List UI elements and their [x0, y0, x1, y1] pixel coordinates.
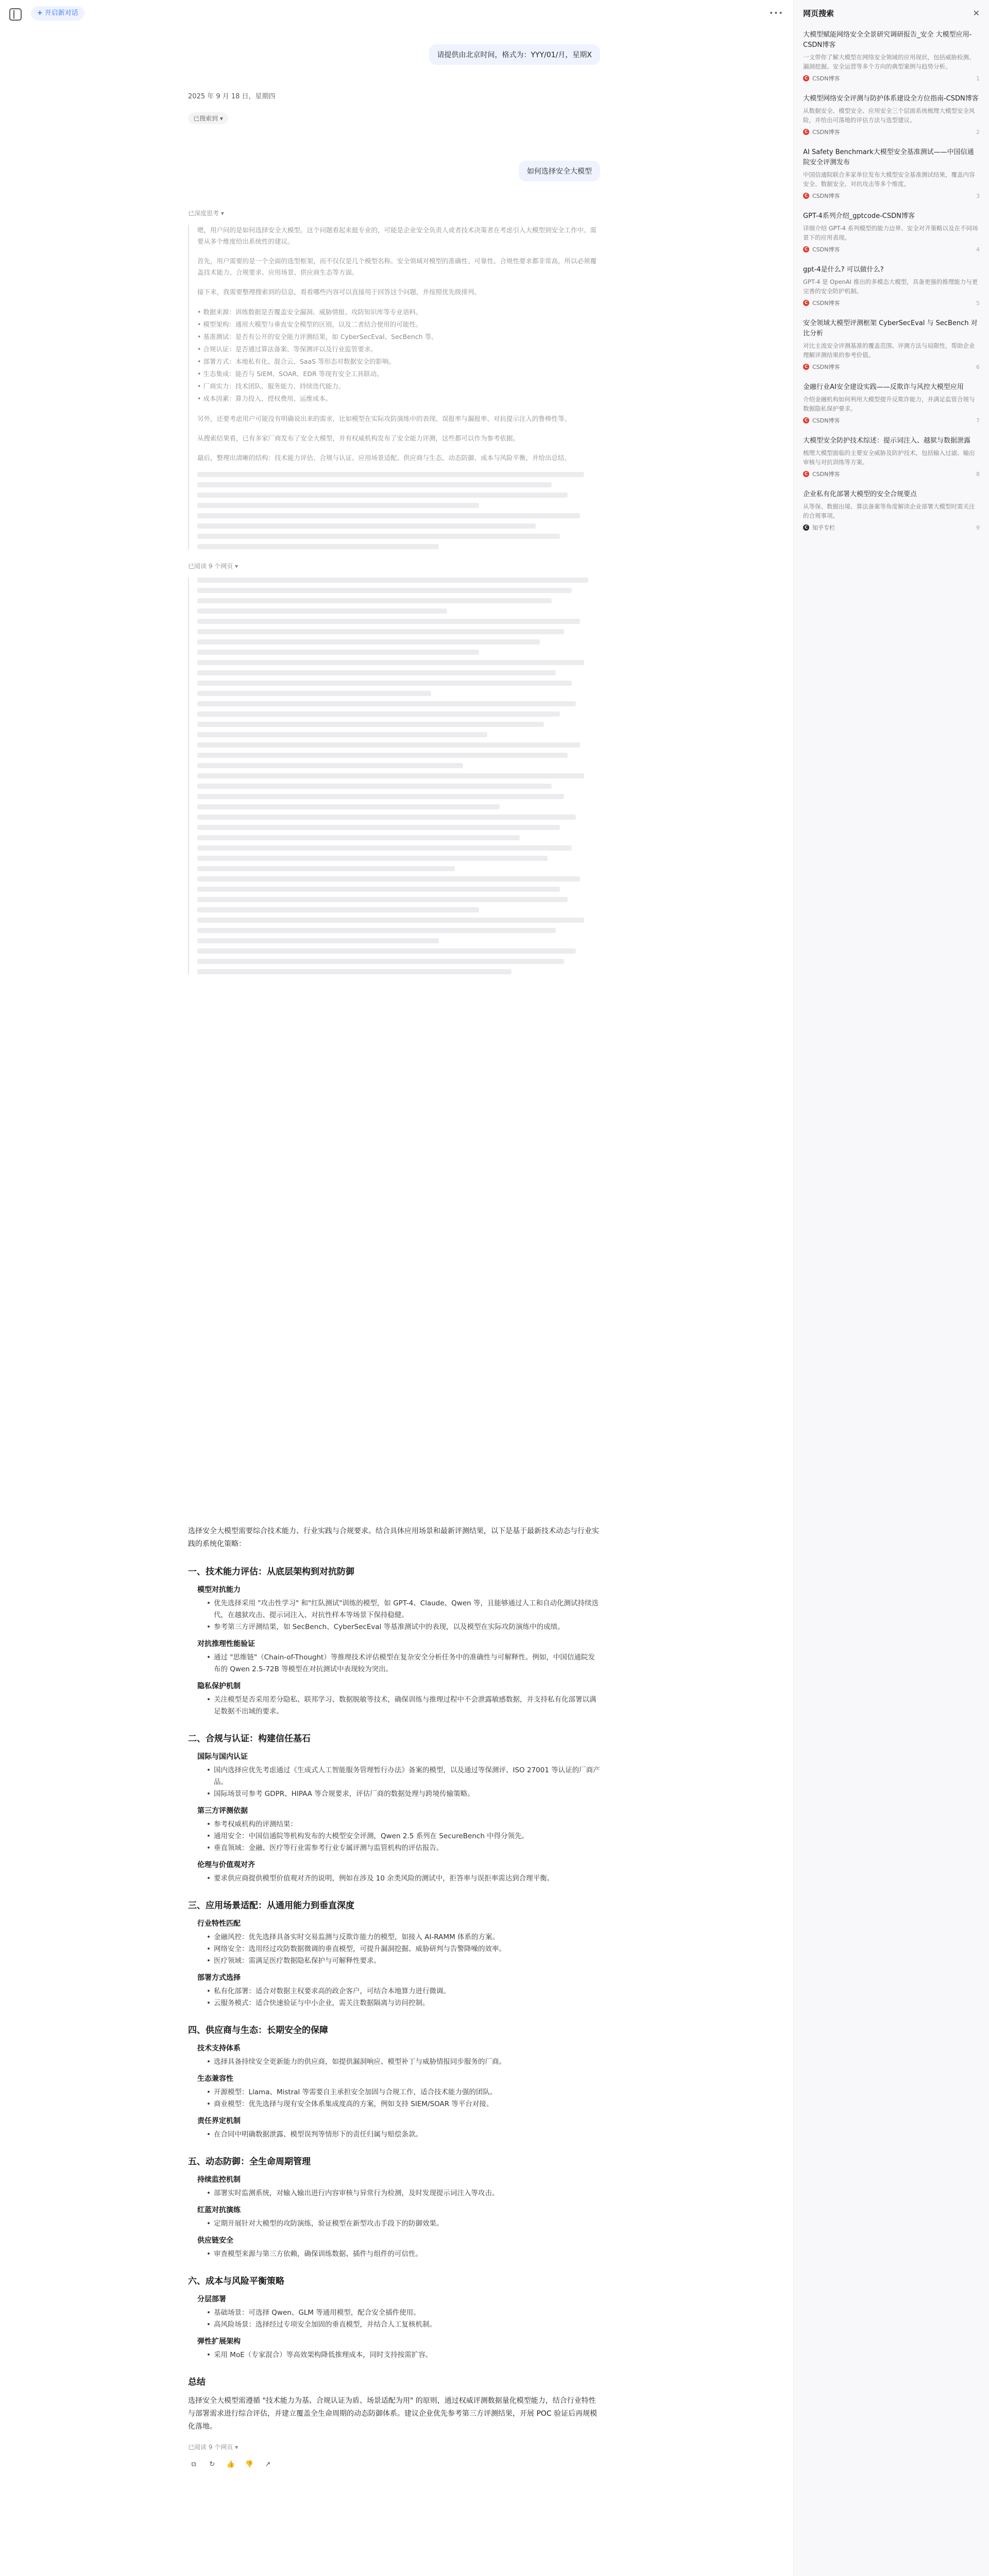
results-list — [794, 26, 989, 539]
source-logo-icon: C — [803, 300, 809, 306]
subsection-heading: 持续监控机制 — [197, 2176, 241, 2184]
answer-bullet: • 审查模型来源与第三方依赖，确保训练数据、插件与组件的可信性。 — [207, 2248, 600, 2260]
date-answer: 2025 年 9 月 18 日，星期四 — [188, 93, 276, 100]
copy-icon[interactable]: ⧉ — [191, 2460, 196, 2468]
subsection-heading: 红蓝对抗演练 — [197, 2206, 241, 2214]
search-result[interactable] — [794, 314, 989, 378]
thinking-list-item: • 模型架构：通用大模型与垂直安全模型的区别，以及二者结合使用的可能性。 — [197, 318, 600, 331]
answer-bullet: • 医疗领域：需满足医疗数据隐私保护与可解释性要求。 — [207, 1955, 600, 1967]
result-source — [803, 192, 980, 200]
section-heading: 五、动态防御：全生命周期管理 — [188, 2157, 311, 2167]
source-logo-icon: C — [803, 193, 809, 199]
result-snippet: 从数据安全、模型安全、应用安全三个层面系统梳理大模型安全风险，并给出可落地的评估方法与选型建议。 — [803, 107, 975, 124]
thinking-list-item: • 生态集成：能否与 SIEM、SOAR、EDR 等现有安全工具联动。 — [197, 368, 600, 380]
answer-bullet: • 私有化部署：适合对数据主权要求高的政企客户，可结合本地算力进行微调。 — [207, 1986, 600, 1997]
result-index: 1 — [976, 75, 980, 82]
result-title[interactable]: GPT-4系列介绍_gptcode-CSDN博客 — [803, 212, 915, 220]
search-result[interactable] — [794, 90, 989, 143]
answer-bullet: • 通过 "思维链"（Chain-of-Thought）等推理技术评估模型在复杂安全分析任务中的准确性与可解释性。例如，中国信通院发布的 Qwen 2.5-72B 等模型在对抗测试中表现较为突出。 — [207, 1652, 600, 1675]
result-source-name: CSDN博客 — [812, 300, 840, 307]
result-source — [803, 470, 980, 478]
thinking-placeholder-lines — [197, 472, 600, 549]
close-icon[interactable]: ✕ — [973, 8, 980, 18]
subsection-heading: 责任界定机制 — [197, 2117, 241, 2125]
answer-bullet: • 参考权威机构的评测结果： — [207, 1819, 600, 1831]
subsection-heading: 行业特性匹配 — [197, 1920, 241, 1928]
answer-bullet: • 商业模型：优先选择与现有安全体系集成度高的方案，例如支持 SIEM/SOAR 等平台对接。 — [207, 2098, 600, 2110]
subsection-heading: 国际与国内认证 — [197, 1753, 248, 1761]
source-logo-icon: C — [803, 129, 809, 135]
result-snippet: 一文带你了解大模型在网络安全领域的应用现状，包括威胁检测、漏洞挖掘、安全运营等多个方向的典型案例与趋势分析。 — [803, 54, 975, 70]
result-index: 7 — [976, 417, 980, 424]
thinking-list-item: • 成本因素：算力投入、授权费用、运维成本。 — [197, 393, 600, 405]
summary-text: 选择安全大模型需遵循 "技术能力为基、合规认证为盾、场景适配为用" 的原则，通过权威评测数据量化模型能力，结合行业特性与部署需求进行综合评估，并建立覆盖全生命周期的动态防御体系。建议企业优先参考第三方评测结果，开展 POC 验证后再规模化落地。 — [188, 2397, 598, 2431]
result-index: 3 — [976, 192, 980, 199]
result-title[interactable]: 大模型安全防护技术综述：提示词注入、越狱与数据泄露 — [803, 437, 971, 445]
answer-bullet: • 部署实时监测系统，对输入输出进行内容审核与异常行为检测，及时发现提示词注入等攻击。 — [207, 2188, 600, 2199]
thinking-list-item: • 基准测试：是否有公开的安全能力评测结果，如 CyberSecEval、SecBench 等。 — [197, 331, 600, 343]
result-source — [803, 299, 980, 307]
source-logo-icon: C — [803, 364, 809, 370]
plus-icon: + — [37, 9, 43, 17]
answer-source-toggle[interactable]: 已阅读 9 个网页 ▾ — [188, 2444, 238, 2451]
regenerate-icon[interactable]: ↻ — [209, 2460, 215, 2468]
subsection-heading: 分层部署 — [197, 2295, 226, 2303]
result-source-name: CSDN博客 — [812, 75, 840, 82]
answer-bullet: • 采用 MoE（专家混合）等高效架构降低推理成本，同时支持按需扩容。 — [207, 2349, 600, 2361]
result-source — [803, 363, 980, 371]
thinking-list — [197, 306, 600, 405]
source-logo-icon: C — [803, 417, 809, 423]
thinking-para: 首先，用户需要的是一个全面的选型框架，而不仅仅是几个模型名称。安全领域对模型的准确性、可靠性、合规性要求都非常高，所以必须覆盖技术能力、合规要求、应用场景、供应商生态等方面。 — [197, 257, 597, 276]
source-logo-icon: C — [803, 246, 809, 252]
result-title[interactable]: gpt-4是什么? 可以做什么? — [803, 266, 884, 274]
section-heading: 三、应用场景适配：从通用能力到垂直深度 — [188, 1901, 354, 1911]
answer-bullet: • 垂直领域：金融、医疗等行业需参考行业专属评测与监管机构的评估报告。 — [207, 1842, 600, 1854]
thinking-list-item: • 部署方式：本地私有化、混合云、SaaS 等形态对数据安全的影响。 — [197, 355, 600, 368]
thinking-para: 嗯，用户问的是如何选择安全大模型。这个问题看起来挺专业的，可能是企业安全负责人或者技术决策者在考虑引入大模型到安全工作中。需要从多个维度给出系统性的建议。 — [197, 226, 597, 245]
result-title[interactable]: AI Safety Benchmark大模型安全基准测试——中国信通院安全评测发布 — [803, 148, 974, 166]
result-snippet: GPT-4 是 OpenAI 推出的多模态大模型，具备更强的推理能力与更完善的安全防护机制。 — [803, 278, 978, 295]
subsection-heading: 技术支持体系 — [197, 2044, 241, 2053]
result-title[interactable]: 安全领域大模型评测框架 CyberSecEval 与 SecBench 对比分析 — [803, 319, 978, 337]
search-result[interactable] — [794, 432, 989, 485]
search-result[interactable] — [794, 143, 989, 207]
section-heading: 四、供应商与生态：长期安全的保障 — [188, 2025, 328, 2036]
more-options-icon[interactable]: ••• — [769, 9, 783, 18]
section-heading: 二、合规与认证：构建信任基石 — [188, 1734, 311, 1744]
result-source-name: CSDN博客 — [812, 246, 840, 253]
result-index: 4 — [976, 246, 980, 253]
result-source-name: CSDN博客 — [812, 364, 840, 370]
answer-section — [188, 1525, 600, 2470]
answer-bullet: • 开源模型：Llama、Mistral 等需要自主承担安全加固与合规工作，适合技术能力强的团队。 — [207, 2087, 600, 2098]
result-source — [803, 128, 980, 136]
source-logo-icon: C — [803, 471, 809, 477]
subsection-heading: 伦理与价值观对齐 — [197, 1861, 255, 1869]
result-snippet: 对比主流安全评测基准的覆盖范围、评测方法与局限性，帮助企业理解评测结果的参考价值。 — [803, 342, 975, 359]
thinking-list-item: • 合规认证：是否通过算法备案、等保测评以及行业监管要求。 — [197, 343, 600, 355]
answer-actions — [188, 2459, 600, 2470]
result-source — [803, 245, 980, 253]
result-index: 9 — [976, 524, 980, 531]
result-index: 6 — [976, 363, 980, 370]
panel-header — [794, 0, 989, 26]
subsection-heading: 弹性扩展架构 — [197, 2337, 241, 2346]
user-message-1: 请提供由北京时间，格式为：YYY/01/月，星期X — [429, 44, 601, 65]
thinking-content — [188, 225, 600, 549]
result-title[interactable]: 大模型赋能网络安全全景研究调研报告_安全 大模型应用-CSDN博客 — [803, 31, 972, 49]
answer-bullet: • 定期开展针对大模型的攻防演练，验证模型在新型攻击手段下的防御效果。 — [207, 2218, 600, 2230]
new-chat-label: 开启新对话 — [44, 9, 78, 17]
share-icon[interactable]: ↗ — [265, 2460, 271, 2468]
thinking-section — [188, 209, 600, 979]
thumbs-down-icon[interactable]: 👎 — [245, 2460, 254, 2468]
search-result[interactable] — [794, 378, 989, 432]
answer-intro: 选择安全大模型需要综合技术能力、行业实践与合规要求。结合具体应用场景和最新评测结果，以下是基于最新技术动态与行业实践的系统化策略： — [188, 1527, 599, 1548]
result-snippet: 中国信通院联合多家单位发布大模型安全基准测试结果，覆盖内容安全、数据安全、对抗攻击等多个维度。 — [803, 171, 975, 188]
thinking-list-item: • 厂商实力：技术团队、服务能力、持续迭代能力。 — [197, 380, 600, 393]
sub-thinking-content — [188, 578, 600, 974]
user-message-2: 如何选择安全大模型 — [519, 161, 600, 181]
answer-sections — [188, 1564, 600, 2361]
subsection-heading: 部署方式选择 — [197, 1974, 241, 1982]
result-source-name: CSDN博客 — [812, 417, 840, 424]
answer-bullet: • 选择具备持续安全更新能力的供应商，如提供漏洞响应、模型补丁与威胁情报同步服务的厂商。 — [207, 2056, 600, 2068]
answer-bullet: • 国内选择应优先考虑通过《生成式人工智能服务管理暂行办法》备案的模型，以及通过等保测评、ISO 27001 等认证的厂商产品。 — [207, 1765, 600, 1788]
subsection-heading: 模型对抗能力 — [197, 1586, 241, 1594]
result-source — [803, 416, 980, 425]
search-tag[interactable]: 已搜索到 ▾ — [188, 112, 228, 124]
panel-title: 网页搜索 — [803, 8, 834, 18]
section-heading: 一、技术能力评估：从底层架构到对抗防御 — [188, 1567, 354, 1577]
result-title[interactable]: 金融行业AI安全建设实践——反欺诈与风控大模型应用 — [803, 383, 964, 391]
answer-bullet: • 要求供应商提供模型价值观对齐的说明，例如在涉及 10 余类风险的测试中，拒答率与误拒率需达到合理平衡。 — [207, 1873, 600, 1885]
thumbs-up-icon[interactable]: 👍 — [226, 2460, 235, 2468]
answer-bullet: • 通用安全：中国信通院等机构发布的大模型安全评测，Qwen 2.5 系列在 SecureBench 中得分领先。 — [207, 1831, 600, 1842]
result-snippet: 梳理大模型面临的主要安全威胁及防护技术，包括输入过滤、输出审核与对抗训练等方案。 — [803, 449, 975, 466]
answer-bullet: • 金融风控：优先选择具备实时交易监测与反欺诈能力的模型，如接入 AI-RAMM 体系的方案。 — [207, 1931, 600, 1943]
result-snippet: 介绍金融机构如何利用大模型提升反欺诈能力，并满足监管合规与数据隐私保护要求。 — [803, 396, 975, 412]
answer-bullet: • 优先选择采用 "攻击性学习" 和"红队测试"训练的模型，如 GPT-4、Claude、Qwen 等，且能够通过人工和自动化测试持续迭代，在越狱攻击、提示词注入、对抗性样本等场景下保持稳健。 — [207, 1598, 600, 1621]
subsection-heading: 对抗推理性能验证 — [197, 1640, 255, 1648]
sub-thinking-toggle[interactable]: 已阅读 9 个网页 ▾ — [188, 563, 238, 570]
search-results-panel — [793, 0, 989, 2576]
subsection-heading: 生态兼容性 — [197, 2075, 233, 2083]
answer-bullet: • 基础场景：可选择 Qwen、GLM 等通用模型，配合安全插件使用。 — [207, 2307, 600, 2319]
thinking-para: 接下来，我需要整理搜索到的信息，看看哪些内容可以直接用于回答这个问题，并按照优先级排列。 — [197, 288, 481, 296]
result-source-name: CSDN博客 — [812, 193, 840, 199]
subsection-heading: 第三方评测依据 — [197, 1807, 248, 1815]
thinking-para: 另外，还要考虑用户可能没有明确说出来的需求，比如模型在实际攻防演练中的表现、误报率与漏报率、对抗提示注入的鲁棒性等。 — [197, 415, 571, 422]
subsection-heading: 供应链安全 — [197, 2236, 233, 2245]
thinking-list-item: • 数据来源：训练数据是否覆盖安全漏洞、威胁情报、攻防知识库等专业语料。 — [197, 306, 600, 318]
search-result[interactable] — [794, 261, 989, 314]
result-source — [803, 523, 980, 532]
answer-bullet: • 参考第三方评测结果，如 SecBench、CyberSecEval 等基准测试中的表现，以及模型在实际攻防演练中的成绩。 — [207, 1621, 600, 1633]
answer-bullet: • 网络安全：选用经过攻防数据微调的垂直模型，可提升漏洞挖掘、威胁研判与告警降噪的效率。 — [207, 1943, 600, 1955]
answer-bullet: • 关注模型是否采用差分隐私、联邦学习、数据脱敏等技术，确保训练与推理过程中不会泄露敏感数据，并支持私有化部署以满足数据不出域的要求。 — [207, 1694, 600, 1718]
answer-bullet: • 国际场景可参考 GDPR、HIPAA 等合规要求，评估厂商的数据处理与跨境传输策略。 — [207, 1788, 600, 1800]
result-index: 8 — [976, 470, 980, 478]
result-title[interactable]: 大模型网络安全评测与防护体系建设全方位指南-CSDN博客 — [803, 95, 979, 103]
summary-heading: 总结 — [188, 2377, 206, 2387]
result-source-name: CSDN博客 — [812, 471, 840, 478]
result-title[interactable]: 企业私有化部署大模型的安全合规要点 — [803, 490, 917, 498]
answer-bullet: • 在合同中明确数据泄露、模型误判等情形下的责任归属与赔偿条款。 — [207, 2129, 600, 2141]
result-source-name: 知乎专栏 — [812, 524, 835, 531]
result-index: 5 — [976, 299, 980, 307]
result-index: 2 — [976, 128, 980, 135]
result-snippet: 从等保、数据出境、算法备案等角度解读企业部署大模型时需关注的合规事项。 — [803, 503, 975, 519]
search-result[interactable] — [794, 26, 989, 90]
search-result[interactable] — [794, 207, 989, 261]
thinking-toggle[interactable]: 已深度思考 ▾ — [188, 210, 224, 217]
user-message-2-row — [188, 161, 600, 181]
subsection-heading: 隐私保护机制 — [197, 1682, 241, 1690]
source-logo-icon: C — [803, 524, 809, 531]
result-source — [803, 74, 980, 82]
result-snippet: 详细介绍 GPT-4 系列模型的能力边界、安全对齐策略以及在不同场景下的应用表现。 — [803, 225, 978, 241]
user-message-1-row — [188, 44, 600, 65]
thinking-para: 最后，整理出清晰的结构：技术能力评估、合规与认证、应用场景适配、供应商与生态、动态防御、成本与风险平衡，并给出总结。 — [197, 454, 571, 462]
answer-bullet: • 云服务模式：适合快速验证与中小企业，需关注数据隔离与访问控制。 — [207, 1997, 600, 2009]
source-logo-icon: C — [803, 75, 809, 81]
thinking-para: 从搜索结果看，已有多家厂商发布了安全大模型，并有权威机构发布了安全能力评测，这些都可以作为参考依据。 — [197, 434, 520, 442]
search-result[interactable] — [794, 485, 989, 539]
result-source-name: CSDN博客 — [812, 129, 840, 135]
section-heading: 六、成本与风险平衡策略 — [188, 2276, 284, 2286]
answer-bullet: • 高风险场景：选择经过专项安全加固的垂直模型，并结合人工复核机制。 — [207, 2319, 600, 2331]
